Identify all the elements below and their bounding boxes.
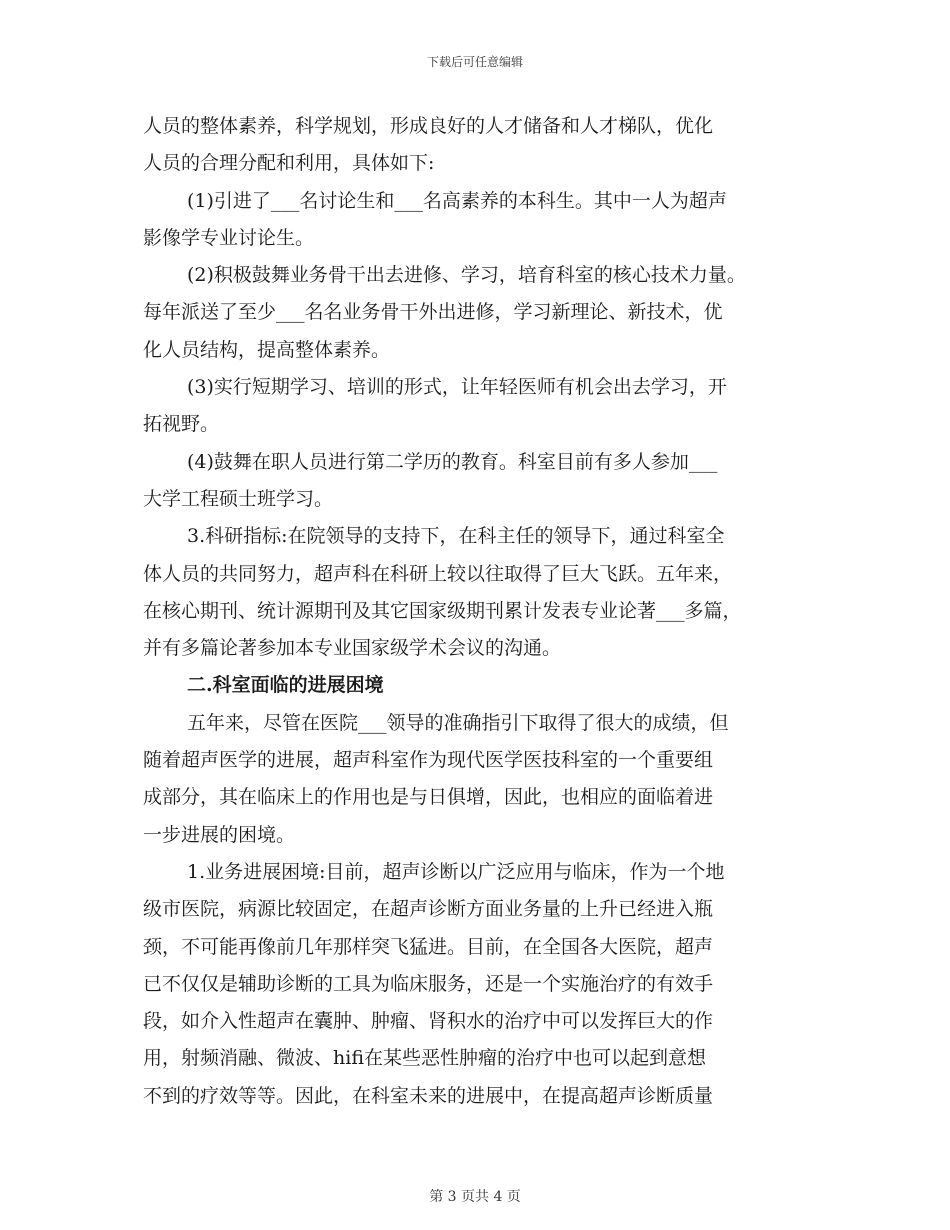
text-line: (4)鼓舞在职人员进行第二学历的教育。科室目前有多人参加___ [187,450,718,473]
text-line: 五年来，尽管在医院___领导的准确指引下取得了很大的成绩，但 [187,711,729,734]
text-line: (2)积极鼓舞业务骨干出去进修、学习，培育科室的核心技术力量。 [187,264,746,287]
text-line: 1.业务进展困境:目前，超声诊断以广泛应用与临床，作为一个地 [187,860,725,883]
page-header: 下载后可任意编辑 [426,55,523,69]
document-body [143,108,815,1115]
section-heading: 二.科室面临的进展困境 [187,674,384,697]
text-line: 并有多篇论著参加本专业国家级学术会议的沟通。 [143,637,562,660]
text-line: 用，射频消融、微波、hifi在某些恶性肿瘤的治疗中也可以起到意想 [143,1047,706,1070]
text-line: 在核心期刊、统计源期刊及其它国家级期刊累计发表专业论著___多篇， [143,599,742,622]
text-line: 不到的疗效等等。因此，在科室未来的进展中，在提高超声诊断质量 [143,1084,714,1107]
text-line: 成部分，其在临床上的作用也是与日俱增，因此，也相应的面临着进 [143,786,714,809]
text-line: 每年派送了至少___名名业务骨干外出进修，学习新理论、新技术，优 [143,301,723,324]
text-line: 颈，不可能再像前几年那样突飞猛进。目前，在全国各大医院，超声 [143,935,714,958]
page-footer: 第 3 页共 4 页 [429,1189,521,1205]
text-line: (1)引进了___名讨论生和___名高素养的本科生。其中一人为超声 [187,189,727,212]
text-line: 3.科研指标:在院领导的支持下，在科主任的领导下，通过科室全 [187,525,725,548]
text-line: 化人员结构，提高整体素养。 [143,338,391,361]
text-line: 影像学专业讨论生。 [143,226,315,249]
text-line: 体人员的共同努力，超声科在科研上较以往取得了巨大飞跃。五年来， [143,562,733,585]
text-line: 人员的合理分配和利用，具体如下: [143,152,435,175]
text-line: 级市医院，病源比较固定，在超声诊断方面业务量的上升已经进入瓶 [143,898,714,921]
text-line: (3)实行短期学习、培训的形式，让年轻医师有机会出去学习，开 [187,376,727,399]
text-line: 人员的整体素养，科学规划，形成良好的人才储备和人才梯队，优化 [143,115,714,137]
text-line: 随着超声医学的进展，超声科室作为现代医学医技科室的一个重要组 [143,749,714,772]
text-line: 已不仅仅是辅助诊断的工具为临床服务，还是一个实施治疗的有效手 [143,972,714,995]
text-line: 段，如介入性超声在囊肿、肿瘤、肾积水的治疗中可以发挥巨大的作 [143,1010,714,1033]
text-line: 一步进展的困境。 [143,823,296,846]
text-line: 拓视野。 [143,413,220,436]
text-line: 大学工程硕士班学习。 [143,487,334,510]
